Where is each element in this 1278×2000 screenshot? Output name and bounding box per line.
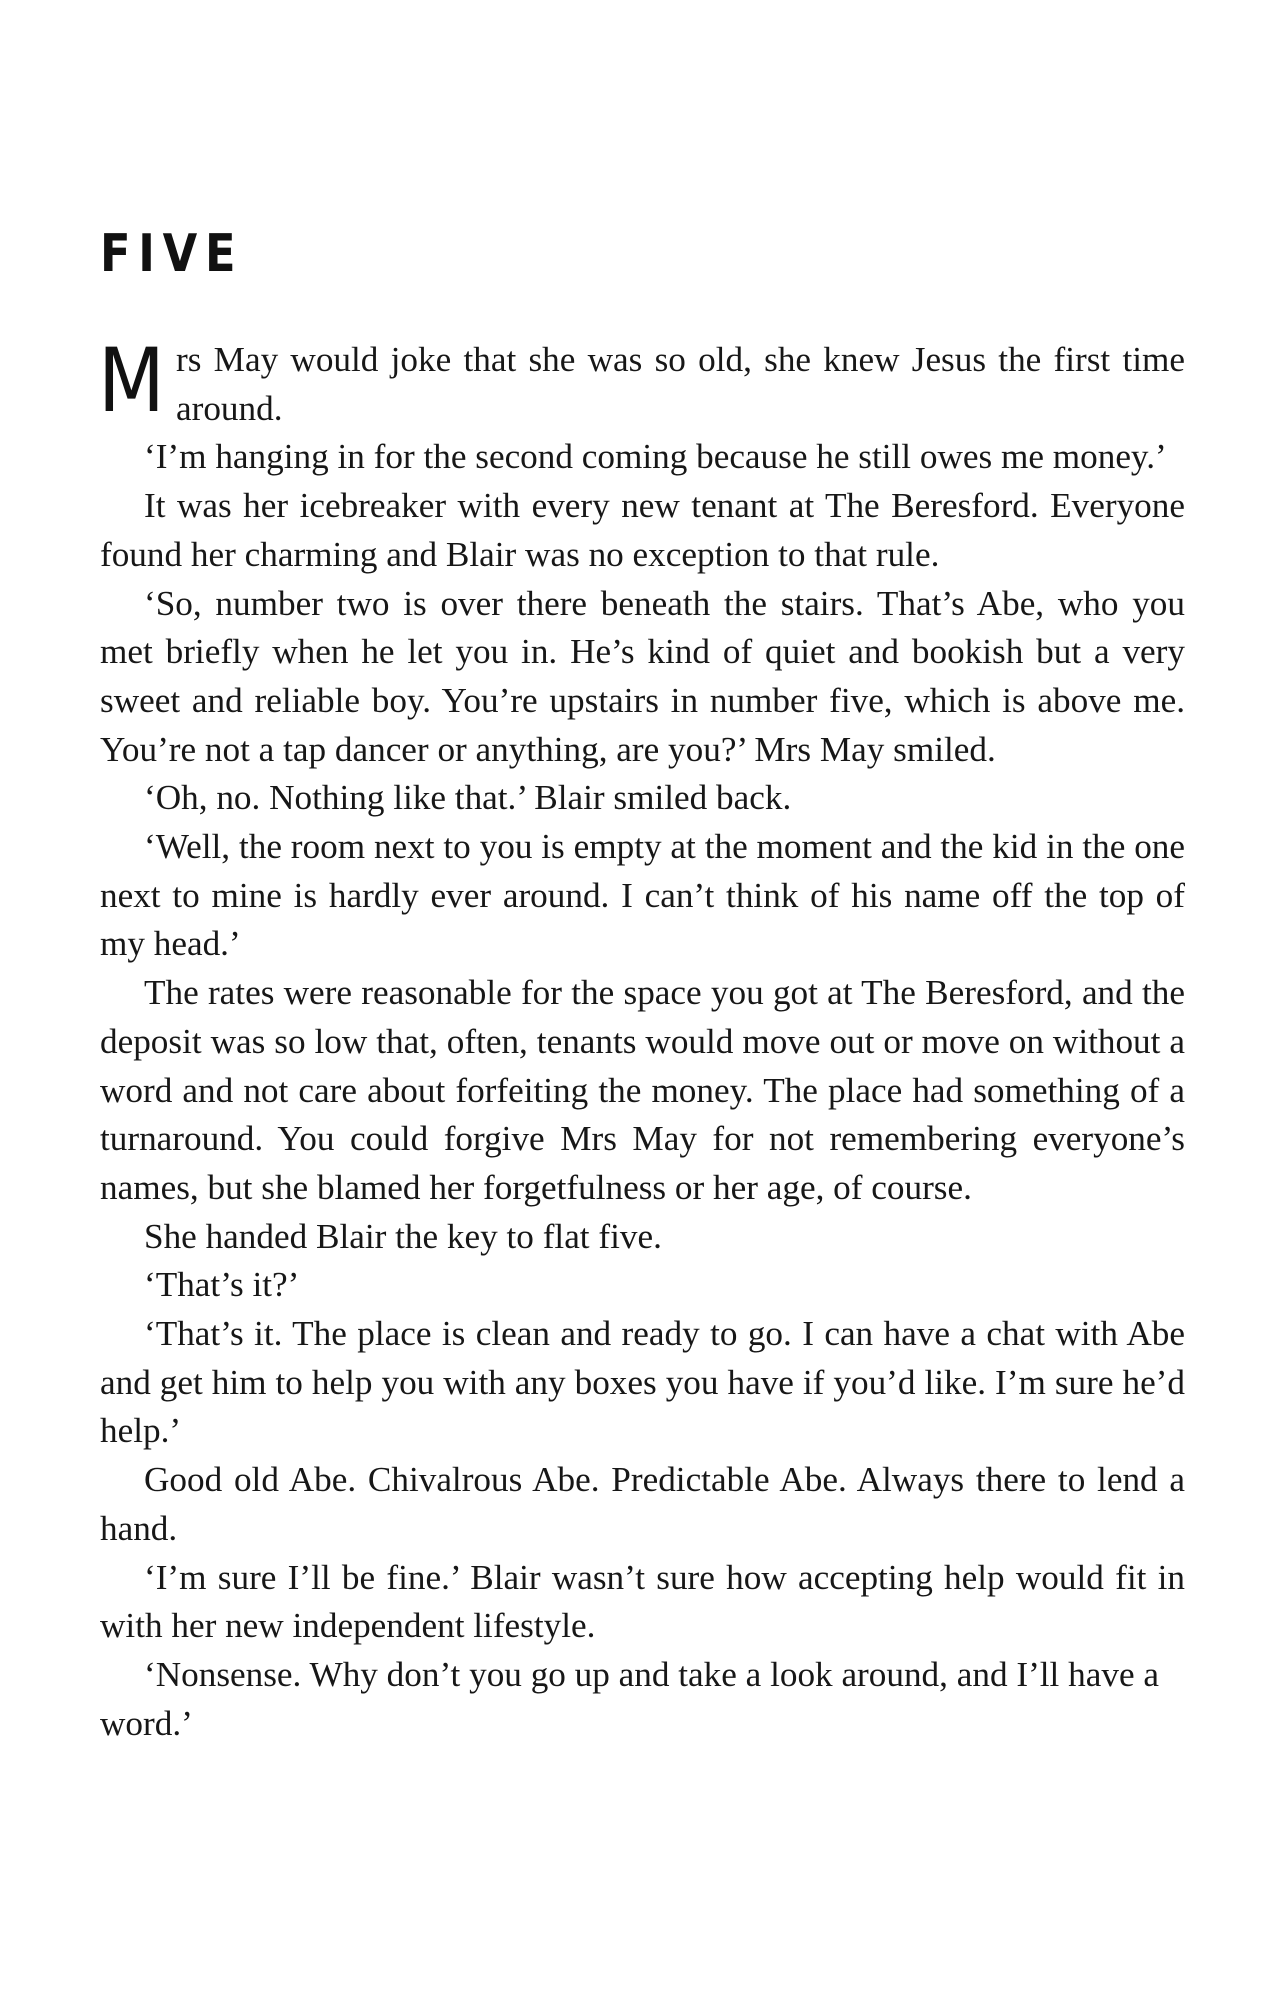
- paragraph-8: She handed Blair the key to flat five.: [144, 1216, 662, 1256]
- paragraph-12: ‘I’m sure I’ll be fine.’ Blair wasn’t sure how accepting help would fit in with her new independent lifestyle.: [100, 1557, 1185, 1646]
- chapter-title: FIVE: [100, 224, 244, 284]
- paragraph-4: ‘So, number two is over there beneath the stairs. That’s Abe, who you met briefly when he let you in. He’s kind of quiet and bookish but a very sweet and reliable boy. You’re upstairs in number five, which is above me. You’re not a tap dancer or anything, are you?’ Mrs May smiled.: [100, 583, 1185, 769]
- paragraph-11: Good old Abe. Chivalrous Abe. Predictable Abe. Always there to lend a hand.: [100, 1460, 1185, 1548]
- paragraph-6: ‘Well, the room next to you is empty at the moment and the kid in the one next to mine is hardly ever around. I can’t think of his name off the top of my head.’: [100, 827, 1185, 964]
- paragraph-1: [98, 329, 1185, 433]
- book-page: [100, 0, 1185, 2000]
- paragraph-3: It was her icebreaker with every new tenant at The Beresford. Everyone found her charming and Blair was no exception to that rule.: [100, 486, 1185, 574]
- paragraph-2: ‘I’m hanging in for the second coming because he still owes me money.’: [144, 437, 1167, 477]
- paragraph-13: ‘Nonsense. Why don’t you go up and take a look around, and I’ll have a word.’: [100, 1654, 1159, 1743]
- paragraph-10: ‘That’s it. The place is clean and ready to go. I can have a chat with Abe and get him to help you with any boxes you have if you’d like. I’m sure he’d help.’: [100, 1314, 1185, 1451]
- paragraph-1-text: rs May would joke that she was so old, she knew Jesus the first time around.: [176, 340, 1185, 428]
- paragraph-7: The rates were reasonable for the space you got at The Beresford, and the deposit was so low that, often, tenants would move out or move on without a word and not care about forfeiting the money. The place had something of a turnaround. You could forgive Mrs May for not remembering everyone’s names, but she blamed her forgetfulness or her age, of course.: [100, 973, 1185, 1207]
- chapter-body: [98, 329, 1185, 1748]
- drop-cap: M: [98, 329, 165, 432]
- paragraph-9: ‘That’s it?’: [144, 1265, 300, 1305]
- paragraph-5: ‘Oh, no. Nothing like that.’ Blair smiled back.: [144, 778, 792, 818]
